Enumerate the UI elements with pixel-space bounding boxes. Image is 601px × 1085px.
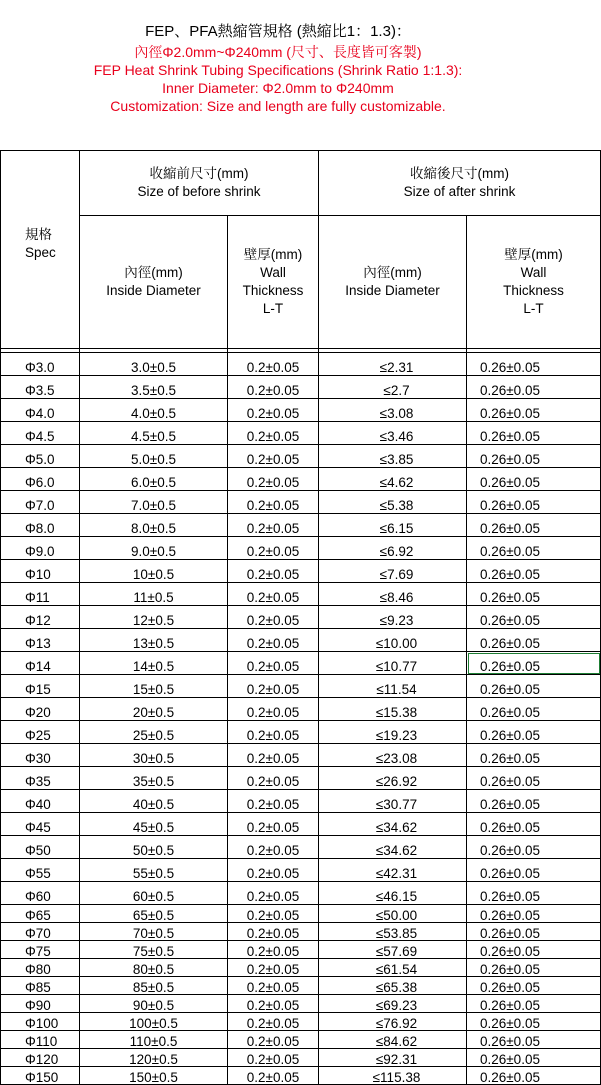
spec-cell[interactable]: Φ70: [1, 923, 80, 941]
spec-cell[interactable]: Φ15: [1, 675, 80, 698]
wall-before-cell[interactable]: 0.2±0.05: [228, 767, 319, 790]
wall-after-cell[interactable]: 0.26±0.05: [467, 560, 601, 583]
spec-cell[interactable]: Φ4.0: [1, 399, 80, 422]
inside-diameter-after-cell[interactable]: ≤15.38: [319, 698, 467, 721]
inside-diameter-before-cell[interactable]: 85±0.5: [80, 977, 228, 995]
table-row: [1, 941, 601, 959]
spec-cell[interactable]: Φ35: [1, 767, 80, 790]
inside-diameter-before-cell[interactable]: 9.0±0.5: [80, 537, 228, 560]
inside-diameter-after-cell[interactable]: ≤65.38: [319, 977, 467, 995]
table-row: [1, 583, 601, 606]
inside-diameter-after-cell[interactable]: ≤57.69: [319, 941, 467, 959]
table-row: [1, 1049, 601, 1067]
inside-diameter-after-cell[interactable]: ≤3.85: [319, 445, 467, 468]
spec-cell[interactable]: Φ110: [1, 1031, 80, 1049]
wall-before-cell[interactable]: 0.2±0.05: [228, 1013, 319, 1031]
wall-after-cell[interactable]: 0.26±0.05: [467, 537, 601, 560]
subtitle-zh: 內徑Φ2.0mm~Φ240mm (尺寸、長度皆可客製): [134, 44, 422, 60]
wall-before-cell[interactable]: 0.2±0.05: [228, 468, 319, 491]
inside-diameter-before-cell[interactable]: 15±0.5: [80, 675, 228, 698]
inside-diameter-before-cell[interactable]: 4.5±0.5: [80, 422, 228, 445]
wall-before-cell[interactable]: 0.2±0.05: [228, 813, 319, 836]
wall-after-cell[interactable]: 0.26±0.05: [467, 698, 601, 721]
inside-diameter-after-cell[interactable]: ≤50.00: [319, 905, 467, 923]
spec-cell[interactable]: Φ80: [1, 959, 80, 977]
wall-before-cell[interactable]: 0.2±0.05: [228, 606, 319, 629]
wall-after-cell[interactable]: 0.26±0.05: [467, 1049, 601, 1067]
spec-cell[interactable]: Φ40: [1, 790, 80, 813]
inside-diameter-before-cell[interactable]: 70±0.5: [80, 923, 228, 941]
spec-cell[interactable]: Φ12: [1, 606, 80, 629]
wall-after-cell[interactable]: 0.26±0.05: [467, 813, 601, 836]
table-row: [1, 422, 601, 445]
table-body: [1, 353, 601, 1085]
header-after-shrink: [319, 151, 601, 216]
table-row: [1, 959, 601, 977]
wall-after-cell[interactable]: 0.26±0.05: [467, 675, 601, 698]
header-before-zh: 收縮前尺寸(mm): [149, 166, 249, 181]
header-before-en: Size of before shrink: [137, 184, 261, 199]
wall-after-cell[interactable]: 0.26±0.05: [467, 995, 601, 1013]
inside-diameter-before-cell[interactable]: 120±0.5: [80, 1049, 228, 1067]
inside-diameter-before-cell[interactable]: 65±0.5: [80, 905, 228, 923]
header-spec-zh: 規格: [25, 226, 52, 242]
wall-before-cell[interactable]: 0.2±0.05: [228, 836, 319, 859]
inside-diameter-after-cell[interactable]: ≤3.46: [319, 422, 467, 445]
wall-after-cell[interactable]: 0.26±0.05: [467, 376, 601, 399]
header-wall-en: Thickness: [503, 283, 564, 298]
inside-diameter-before-cell[interactable]: 150±0.5: [80, 1067, 228, 1085]
wall-before-cell[interactable]: 0.2±0.05: [228, 882, 319, 905]
spec-cell[interactable]: Φ7.0: [1, 491, 80, 514]
table-row: [1, 560, 601, 583]
wall-before-cell[interactable]: 0.2±0.05: [228, 995, 319, 1013]
inside-diameter-before-cell[interactable]: 7.0±0.5: [80, 491, 228, 514]
inside-diameter-after-cell[interactable]: ≤42.31: [319, 859, 467, 882]
header-wall-zh: 壁厚(mm): [504, 247, 563, 262]
spec-cell[interactable]: Φ6.0: [1, 468, 80, 491]
table-row: [1, 721, 601, 744]
spec-table: [0, 150, 601, 1085]
header-after-wall-thickness: [467, 216, 601, 349]
page-title: FEP、PFA熱縮管規格 (熱縮比1：1.3)：: [145, 23, 411, 40]
inside-diameter-after-cell[interactable]: ≤34.62: [319, 813, 467, 836]
wall-after-cell[interactable]: 0.26±0.05: [467, 468, 601, 491]
wall-after-cell[interactable]: 0.26±0.05: [467, 790, 601, 813]
inside-diameter-after-cell[interactable]: ≤6.15: [319, 514, 467, 537]
inside-diameter-before-cell[interactable]: 3.0±0.5: [80, 353, 228, 376]
wall-after-cell[interactable]: 0.26±0.05: [467, 491, 601, 514]
table-row: [1, 698, 601, 721]
inside-diameter-before-cell[interactable]: 25±0.5: [80, 721, 228, 744]
wall-before-cell[interactable]: 0.2±0.05: [228, 514, 319, 537]
header-wall-en: L-T: [262, 301, 284, 316]
wall-before-cell[interactable]: 0.2±0.05: [228, 959, 319, 977]
header-id-en: Inside Diameter: [106, 283, 201, 298]
inside-diameter-after-cell[interactable]: ≤6.92: [319, 537, 467, 560]
wall-after-cell[interactable]: 0.26±0.05: [467, 606, 601, 629]
inside-diameter-before-cell[interactable]: 6.0±0.5: [80, 468, 228, 491]
header-before-inside-diameter: [80, 216, 228, 349]
spec-cell[interactable]: Φ45: [1, 813, 80, 836]
inside-diameter-before-cell[interactable]: 3.5±0.5: [80, 376, 228, 399]
wall-after-cell[interactable]: 0.26±0.05: [467, 744, 601, 767]
table-row: [1, 767, 601, 790]
header-id-zh: 內徑(mm): [363, 265, 422, 280]
wall-after-cell[interactable]: 0.26±0.05: [467, 882, 601, 905]
header-before-wall-thickness: [228, 216, 319, 349]
header-id-en: Inside Diameter: [345, 283, 440, 298]
spec-cell[interactable]: Φ3.0: [1, 353, 80, 376]
inside-diameter-after-cell[interactable]: ≤84.62: [319, 1031, 467, 1049]
table-row: [1, 859, 601, 882]
inside-diameter-after-cell[interactable]: ≤10.77: [319, 652, 467, 675]
inside-diameter-after-cell[interactable]: ≤76.92: [319, 1013, 467, 1031]
spec-cell[interactable]: Φ75: [1, 941, 80, 959]
inside-diameter-before-cell[interactable]: 14±0.5: [80, 652, 228, 675]
header-spec: [1, 151, 80, 349]
spec-cell[interactable]: Φ60: [1, 882, 80, 905]
table-row: [1, 790, 601, 813]
inside-diameter-before-cell[interactable]: 60±0.5: [80, 882, 228, 905]
wall-before-cell[interactable]: 0.2±0.05: [228, 905, 319, 923]
inside-diameter-before-cell[interactable]: 8.0±0.5: [80, 514, 228, 537]
wall-before-cell[interactable]: 0.2±0.05: [228, 744, 319, 767]
spec-cell[interactable]: Φ90: [1, 995, 80, 1013]
inside-diameter-before-cell[interactable]: 30±0.5: [80, 744, 228, 767]
table-row: [1, 744, 601, 767]
wall-before-cell[interactable]: 0.2±0.05: [228, 790, 319, 813]
wall-before-cell[interactable]: 0.2±0.05: [228, 445, 319, 468]
inside-diameter-after-cell[interactable]: ≤9.23: [319, 606, 467, 629]
table-row: [1, 995, 601, 1013]
spec-cell[interactable]: Φ14: [1, 652, 80, 675]
spec-cell[interactable]: Φ150: [1, 1067, 80, 1085]
wall-before-cell[interactable]: 0.2±0.05: [228, 1049, 319, 1067]
wall-after-cell[interactable]: 0.26±0.05: [467, 583, 601, 606]
inside-diameter-after-cell[interactable]: ≤30.77: [319, 790, 467, 813]
wall-before-cell[interactable]: 0.2±0.05: [228, 698, 319, 721]
wall-before-cell[interactable]: 0.2±0.05: [228, 923, 319, 941]
wall-after-cell[interactable]: 0.26±0.05: [467, 629, 601, 652]
wall-after-cell[interactable]: 0.26±0.05: [467, 721, 601, 744]
spec-cell[interactable]: Φ20: [1, 698, 80, 721]
inside-diameter-after-cell[interactable]: ≤7.69: [319, 560, 467, 583]
spec-cell[interactable]: Φ10: [1, 560, 80, 583]
wall-before-cell[interactable]: 0.2±0.05: [228, 652, 319, 675]
table-row: [1, 537, 601, 560]
table-row: [1, 652, 601, 675]
spec-cell[interactable]: Φ25: [1, 721, 80, 744]
inside-diameter-before-cell[interactable]: 13±0.5: [80, 629, 228, 652]
wall-before-cell[interactable]: 0.2±0.05: [228, 422, 319, 445]
wall-before-cell[interactable]: 0.2±0.05: [228, 859, 319, 882]
inside-diameter-after-cell[interactable]: ≤92.31: [319, 1049, 467, 1067]
inside-diameter-before-cell[interactable]: 20±0.5: [80, 698, 228, 721]
inside-diameter-before-cell[interactable]: 75±0.5: [80, 941, 228, 959]
title-block: [0, 22, 556, 115]
inside-diameter-after-cell[interactable]: ≤2.31: [319, 353, 467, 376]
table-row: [1, 1031, 601, 1049]
wall-before-cell[interactable]: 0.2±0.05: [228, 376, 319, 399]
inside-diameter-after-cell[interactable]: ≤61.54: [319, 959, 467, 977]
inside-diameter-before-cell[interactable]: 40±0.5: [80, 790, 228, 813]
inside-diameter-after-cell[interactable]: ≤4.62: [319, 468, 467, 491]
inside-diameter-after-cell[interactable]: ≤5.38: [319, 491, 467, 514]
wall-after-cell[interactable]: 0.26±0.05: [467, 652, 601, 675]
table-row: [1, 491, 601, 514]
header-before-shrink: [80, 151, 319, 216]
inside-diameter-after-cell[interactable]: ≤10.00: [319, 629, 467, 652]
spec-cell[interactable]: Φ3.5: [1, 376, 80, 399]
inside-diameter-after-cell[interactable]: ≤23.08: [319, 744, 467, 767]
inside-diameter-before-cell[interactable]: 55±0.5: [80, 859, 228, 882]
wall-before-cell[interactable]: 0.2±0.05: [228, 941, 319, 959]
inside-diameter-before-cell[interactable]: 80±0.5: [80, 959, 228, 977]
inside-diameter-before-cell[interactable]: 50±0.5: [80, 836, 228, 859]
inside-diameter-before-cell[interactable]: 10±0.5: [80, 560, 228, 583]
table-row: [1, 629, 601, 652]
spec-cell[interactable]: Φ85: [1, 977, 80, 995]
wall-after-cell[interactable]: 0.26±0.05: [467, 859, 601, 882]
inside-diameter-after-cell[interactable]: ≤69.23: [319, 995, 467, 1013]
header-wall-en: Wall: [520, 265, 547, 280]
table-row: [1, 836, 601, 859]
inside-diameter-before-cell[interactable]: 45±0.5: [80, 813, 228, 836]
inside-diameter-before-cell[interactable]: 35±0.5: [80, 767, 228, 790]
table-row: [1, 1067, 601, 1085]
spec-cell[interactable]: Φ4.5: [1, 422, 80, 445]
wall-after-cell[interactable]: 0.26±0.05: [467, 1031, 601, 1049]
spec-cell[interactable]: Φ100: [1, 1013, 80, 1031]
wall-after-cell[interactable]: 0.26±0.05: [467, 514, 601, 537]
wall-after-cell[interactable]: 0.26±0.05: [467, 1067, 601, 1085]
wall-after-cell[interactable]: 0.26±0.05: [467, 1013, 601, 1031]
inside-diameter-before-cell[interactable]: 110±0.5: [80, 1031, 228, 1049]
header-wall-zh: 壁厚(mm): [243, 247, 303, 262]
inside-diameter-after-cell[interactable]: ≤19.23: [319, 721, 467, 744]
inside-diameter-after-cell[interactable]: ≤26.92: [319, 767, 467, 790]
spec-cell[interactable]: Φ9.0: [1, 537, 80, 560]
inside-diameter-after-cell[interactable]: ≤115.38: [319, 1067, 467, 1085]
wall-after-cell[interactable]: 0.26±0.05: [467, 767, 601, 790]
table-row: [1, 399, 601, 422]
wall-after-cell[interactable]: 0.26±0.05: [467, 923, 601, 941]
spec-cell[interactable]: Φ120: [1, 1049, 80, 1067]
spec-cell[interactable]: Φ13: [1, 629, 80, 652]
table-row: [1, 905, 601, 923]
header-wall-en: Thickness: [242, 283, 304, 298]
wall-after-cell[interactable]: 0.26±0.05: [467, 836, 601, 859]
customization-note: Customization: Size and length are fully customizable.: [110, 98, 446, 114]
table-row: [1, 353, 601, 376]
wall-before-cell[interactable]: 0.2±0.05: [228, 537, 319, 560]
inside-diameter-before-cell[interactable]: 100±0.5: [80, 1013, 228, 1031]
table-row: [1, 882, 601, 905]
wall-before-cell[interactable]: 0.2±0.05: [228, 1067, 319, 1085]
wall-before-cell[interactable]: 0.2±0.05: [228, 721, 319, 744]
inside-diameter-after-cell[interactable]: ≤53.85: [319, 923, 467, 941]
wall-after-cell[interactable]: 0.26±0.05: [467, 399, 601, 422]
table-row: [1, 813, 601, 836]
wall-after-cell[interactable]: 0.26±0.05: [467, 977, 601, 995]
inside-diameter-after-cell[interactable]: ≤46.15: [319, 882, 467, 905]
table-row: [1, 468, 601, 491]
spec-cell[interactable]: Φ11: [1, 583, 80, 606]
header-wall-en: L-T: [523, 301, 544, 316]
table-row: [1, 923, 601, 941]
inside-diameter-after-cell[interactable]: ≤34.62: [319, 836, 467, 859]
wall-before-cell[interactable]: 0.2±0.05: [228, 977, 319, 995]
wall-before-cell[interactable]: 0.2±0.05: [228, 353, 319, 376]
inner-diameter-note: Inner Diameter: Φ2.0mm to Φ240mm: [162, 80, 394, 96]
wall-after-cell[interactable]: 0.26±0.05: [467, 941, 601, 959]
table-row: [1, 977, 601, 995]
spec-cell[interactable]: Φ8.0: [1, 514, 80, 537]
subtitle-en: FEP Heat Shrink Tubing Specifications (Shrink Ratio 1:1.3):: [93, 62, 463, 78]
table-row: [1, 445, 601, 468]
header-after-zh: 收縮後尺寸(mm): [410, 166, 509, 181]
wall-after-cell[interactable]: 0.26±0.05: [467, 445, 601, 468]
header-id-zh: 內徑(mm): [124, 265, 183, 280]
header-after-en: Size of after shrink: [403, 184, 516, 199]
wall-before-cell[interactable]: 0.2±0.05: [228, 583, 319, 606]
spec-cell[interactable]: Φ65: [1, 905, 80, 923]
inside-diameter-after-cell[interactable]: ≤3.08: [319, 399, 467, 422]
table-row: [1, 606, 601, 629]
header-wall-en: Wall: [260, 265, 286, 280]
spec-cell[interactable]: Φ30: [1, 744, 80, 767]
wall-before-cell[interactable]: 0.2±0.05: [228, 629, 319, 652]
wall-before-cell[interactable]: 0.2±0.05: [228, 1031, 319, 1049]
header-after-inside-diameter: [319, 216, 467, 349]
inside-diameter-after-cell[interactable]: ≤11.54: [319, 675, 467, 698]
table-row: [1, 514, 601, 537]
table-row: [1, 1013, 601, 1031]
wall-before-cell[interactable]: 0.2±0.05: [228, 560, 319, 583]
inside-diameter-before-cell[interactable]: 11±0.5: [80, 583, 228, 606]
spec-cell[interactable]: Φ5.0: [1, 445, 80, 468]
wall-before-cell[interactable]: 0.2±0.05: [228, 491, 319, 514]
wall-after-cell[interactable]: 0.26±0.05: [467, 353, 601, 376]
header-spec-en: Spec: [25, 244, 56, 260]
wall-after-cell[interactable]: 0.26±0.05: [467, 959, 601, 977]
wall-after-cell[interactable]: 0.26±0.05: [467, 905, 601, 923]
inside-diameter-before-cell[interactable]: 12±0.5: [80, 606, 228, 629]
spec-cell[interactable]: Φ55: [1, 859, 80, 882]
wall-after-cell[interactable]: 0.26±0.05: [467, 422, 601, 445]
table-row: [1, 675, 601, 698]
inside-diameter-after-cell[interactable]: ≤8.46: [319, 583, 467, 606]
wall-before-cell[interactable]: 0.2±0.05: [228, 399, 319, 422]
inside-diameter-after-cell[interactable]: ≤2.7: [319, 376, 467, 399]
table-row: [1, 376, 601, 399]
inside-diameter-before-cell[interactable]: 5.0±0.5: [80, 445, 228, 468]
wall-before-cell[interactable]: 0.2±0.05: [228, 675, 319, 698]
spec-cell[interactable]: Φ50: [1, 836, 80, 859]
inside-diameter-before-cell[interactable]: 90±0.5: [80, 995, 228, 1013]
inside-diameter-before-cell[interactable]: 4.0±0.5: [80, 399, 228, 422]
